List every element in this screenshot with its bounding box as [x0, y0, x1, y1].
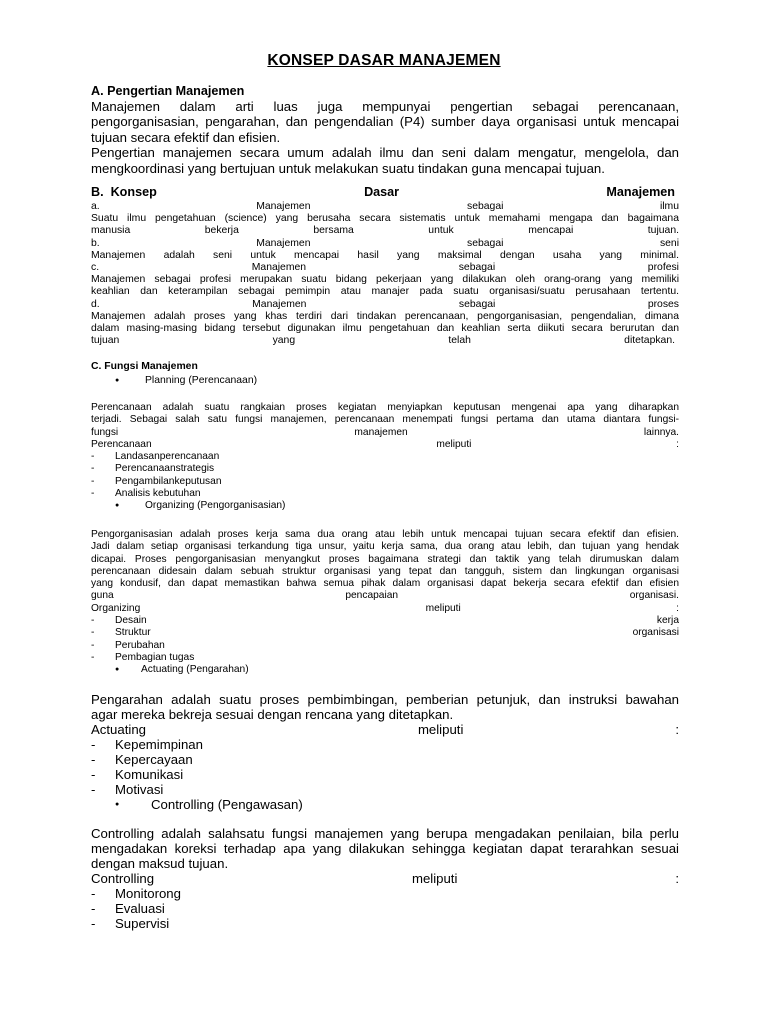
section-b-line: Suatu ilmu pengetahuan (science) yang berusaha secara sistematis untuk memahami mengapa dan bagaimana: [91, 213, 679, 225]
bullet-dot-icon: ●: [115, 502, 120, 510]
planning-item: [91, 488, 679, 500]
section-b-line: tujuan yang telah ditetapkan.: [91, 335, 675, 347]
section-a-line: tujuan secara efektif dan efisien.: [91, 129, 281, 145]
organizing-covers-mid: meliputi: [425, 602, 461, 614]
section-b-line: manusia bekerja bersama untuk mencapai tujuan.: [91, 225, 679, 237]
section-b-body: [91, 201, 679, 347]
planning-item-label: Analisis kebutuhan: [115, 488, 201, 500]
controlling-covers-mid: meliputi: [411, 871, 458, 886]
actuating-item: [91, 782, 679, 797]
dash-marker: -: [91, 488, 95, 500]
organizing-covers-colon: :: [676, 602, 679, 614]
organizing-line: yang kondusif, dan dapat memastikan bahwa semua pihak dalam organisasi dapat bekerja secara efektif dan efisien: [91, 578, 679, 590]
bullet-dot-icon: ●: [115, 666, 120, 674]
organizing-item-left: Struktur: [115, 627, 151, 639]
section-c-heading: C. Fungsi Manajemen: [91, 361, 198, 372]
actuating-line: Pengarahan adalah suatu proses pembimbingan, pemberian petunjuk, dan instruksi bawahan: [91, 692, 679, 707]
controlling-item: [91, 916, 679, 931]
controlling-bullet: [91, 797, 679, 812]
section-b-heading-word: B. Konsep: [91, 185, 157, 199]
page-title: KONSEP DASAR MANAJEMEN: [267, 52, 501, 69]
section-b-line: Manajemen adalah proses yang khas terdiri dari tindakan perencanaan, pengorganisasian, pengendalian, dimana: [91, 310, 679, 322]
section-b: [91, 185, 679, 200]
controlling-item-label: Evaluasi: [115, 901, 165, 916]
dash-marker: -: [91, 627, 95, 639]
section-b-line: a. Manajemen sebagai ilmu: [91, 201, 679, 212]
controlling-covers-row: [91, 871, 679, 886]
actuating-covers-label: Actuating: [91, 722, 146, 737]
dash-marker: -: [91, 886, 96, 901]
planning-line: terjadi. Sebagai salah satu fungsi manajemen, perencanaan menempati fungsi pertama dan utama diantara fungsi-: [91, 414, 679, 426]
organizing-item: [91, 640, 679, 652]
section-a: [91, 84, 679, 176]
actuating-covers-row: [91, 722, 679, 737]
bullet-dot-icon: ●: [115, 801, 120, 808]
actuating-covers-colon: :: [675, 722, 679, 737]
controlling-item: [91, 886, 679, 901]
organizing-body: [91, 529, 679, 677]
organizing-item-left: Pembagian tugas: [115, 651, 195, 663]
section-b-line: keahlian dan keterampilan sebagai pemimpin atau manajer pada suatu organisasi/suatu perusahaan tertentu.: [91, 286, 679, 298]
actuating-item: [91, 752, 679, 767]
planning-item-label: Landasanperencanaan: [115, 451, 220, 463]
section-a-line: Manajemen dalam arti luas juga mempunyai pengertian sebagai perencanaan,: [91, 99, 679, 114]
section-a-line: mengkoordinasi yang bertujuan untuk melakukan suatu tindakan guna mencapai tujuan.: [91, 160, 605, 176]
organizing-item: [91, 615, 679, 627]
organizing-line: guna pencapaian organisasi.: [91, 590, 679, 602]
planning-covers-colon: :: [676, 438, 679, 450]
planning-item-label: Pengambilankeputusan: [115, 475, 222, 487]
dash-marker: -: [91, 782, 96, 797]
actuating-covers-mid: meliputi: [417, 722, 464, 737]
actuating-bullet-label: Actuating (Pengarahan): [141, 664, 249, 676]
controlling-line: mengadakan koreksi terhadap apa yang dilakukan sehingga kegiatan dapat terarahkan sesuai: [91, 841, 679, 856]
actuating-item-label: Kepercayaan: [115, 752, 193, 767]
organizing-line: Pengorganisasian adalah proses kerja sama dua orang atau lebih untuk mencapai tujuan secara efektif dan efisien.: [91, 529, 679, 540]
controlling-item-label: Monitorong: [115, 886, 181, 901]
dash-marker: -: [91, 615, 95, 627]
planning-item: [91, 451, 679, 463]
planning-line: fungsi manajemen lainnya.: [91, 426, 679, 438]
controlling-bullet-label: Controlling (Pengawasan): [151, 797, 303, 812]
actuating-item-label: Kepemimpinan: [115, 737, 203, 752]
planning-line: Perencanaan adalah suatu rangkaian proses kegiatan menyiapkan keputusan mengenai apa yang diharapkan: [91, 402, 679, 413]
planning-bullet-label: Planning (Perencanaan): [145, 375, 258, 387]
section-b-line: Manajemen adalah seni untuk mencapai hasil yang maksimal dengan usaha yang minimal.: [91, 249, 679, 261]
organizing-line: perencanaan didesain dalam sebuah struktur organisasi yang tepat dan tangguh, sistem dan lingkungan organisasi: [91, 565, 679, 577]
planning-bullet: [91, 375, 679, 387]
organizing-item-right: organisasi: [632, 627, 679, 639]
section-b-heading: [91, 185, 679, 200]
dash-marker: -: [91, 767, 96, 782]
controlling-item-label: Supervisi: [115, 916, 170, 931]
section-b-line: d. Manajemen sebagai proses: [91, 298, 679, 310]
planning-item: [91, 463, 679, 475]
organizing-item: [91, 652, 679, 664]
controlling-covers-colon: :: [675, 871, 679, 886]
section-b-heading-word: Manajemen: [606, 185, 675, 199]
actuating-item: [91, 767, 679, 782]
actuating-item-label: Motivasi: [115, 782, 164, 797]
dash-marker: -: [91, 916, 96, 931]
controlling-line: Controlling adalah salahsatu fungsi manajemen yang berupa mengadakan penilaian, bila perlu: [91, 826, 679, 841]
controlling-line: dengan maksud tujuan.: [91, 856, 229, 871]
dash-marker: -: [91, 737, 96, 752]
dash-marker: -: [91, 752, 96, 767]
section-b-heading-word: Dasar: [364, 185, 400, 199]
organizing-line: dicapai. Proses pengorganisasian menyangkut proses bagaimana strategi dan taktik yang telah dirumuskan dalam: [91, 553, 679, 565]
organizing-bullet: [91, 500, 679, 512]
section-c: [91, 361, 679, 387]
section-a-line: pengorganisasian, pengarahan, dan pengendalian (P4) sumber daya organisasi untuk mencapai: [91, 114, 679, 130]
organizing-item: [91, 627, 679, 639]
organizing-item-right: kerja: [656, 615, 679, 627]
bullet-dot-icon: ●: [115, 377, 120, 385]
planning-covers-row: [91, 439, 679, 451]
controlling-covers-label: Controlling: [91, 871, 155, 886]
controlling-body: [91, 826, 679, 931]
dash-marker: -: [91, 901, 96, 916]
planning-covers-mid: meliputi: [436, 438, 472, 450]
section-b-line: b. Manajemen sebagai seni: [91, 237, 679, 249]
actuating-body: [91, 692, 679, 812]
actuating-item: [91, 737, 679, 752]
controlling-item: [91, 901, 679, 916]
organizing-line: Jadi dalam setiap organisasi terkandung tiga unsur, yaitu kerja sama, dua orang atau lebih, dan tujuan yang hendak: [91, 541, 679, 553]
section-b-line: dalam masing-masing bidang tersebut digunakan ilmu pengetahuan dan keahlian serta diikuti secara berurutan dan: [91, 323, 679, 335]
organizing-bullet-label: Organizing (Pengorganisasian): [145, 500, 286, 512]
actuating-line: agar mereka bekreja sesuai dengan rencana yang ditetapkan.: [91, 707, 454, 722]
section-b-line: c. Manajemen sebagai profesi: [91, 262, 679, 274]
actuating-item-label: Komunikasi: [115, 767, 184, 782]
organizing-item-left: Perubahan: [115, 639, 165, 651]
dash-marker: -: [91, 451, 95, 463]
actuating-bullet: [91, 664, 679, 676]
organizing-covers-label: Organizing: [91, 602, 141, 614]
planning-body: [91, 402, 679, 513]
dash-marker: -: [91, 651, 95, 663]
planning-item-label: Perencanaanstrategis: [115, 463, 215, 475]
organizing-item-left: Desain: [115, 615, 147, 627]
dash-marker: -: [91, 475, 95, 487]
organizing-covers-row: [91, 603, 679, 615]
section-a-heading: A. Pengertian Manajemen: [91, 84, 245, 98]
dash-marker: -: [91, 463, 95, 475]
section-a-line: Pengertian manajemen secara umum adalah ilmu dan seni dalam mengatur, mengelola, dan: [91, 145, 679, 161]
planning-item: [91, 476, 679, 488]
dash-marker: -: [91, 639, 95, 651]
section-b-line: Manajemen sebagai profesi merupakan suatu bidang pekerjaan yang dilakukan oleh orang-orang yang memiliki: [91, 274, 679, 286]
planning-covers-label: Perencanaan: [91, 438, 152, 450]
